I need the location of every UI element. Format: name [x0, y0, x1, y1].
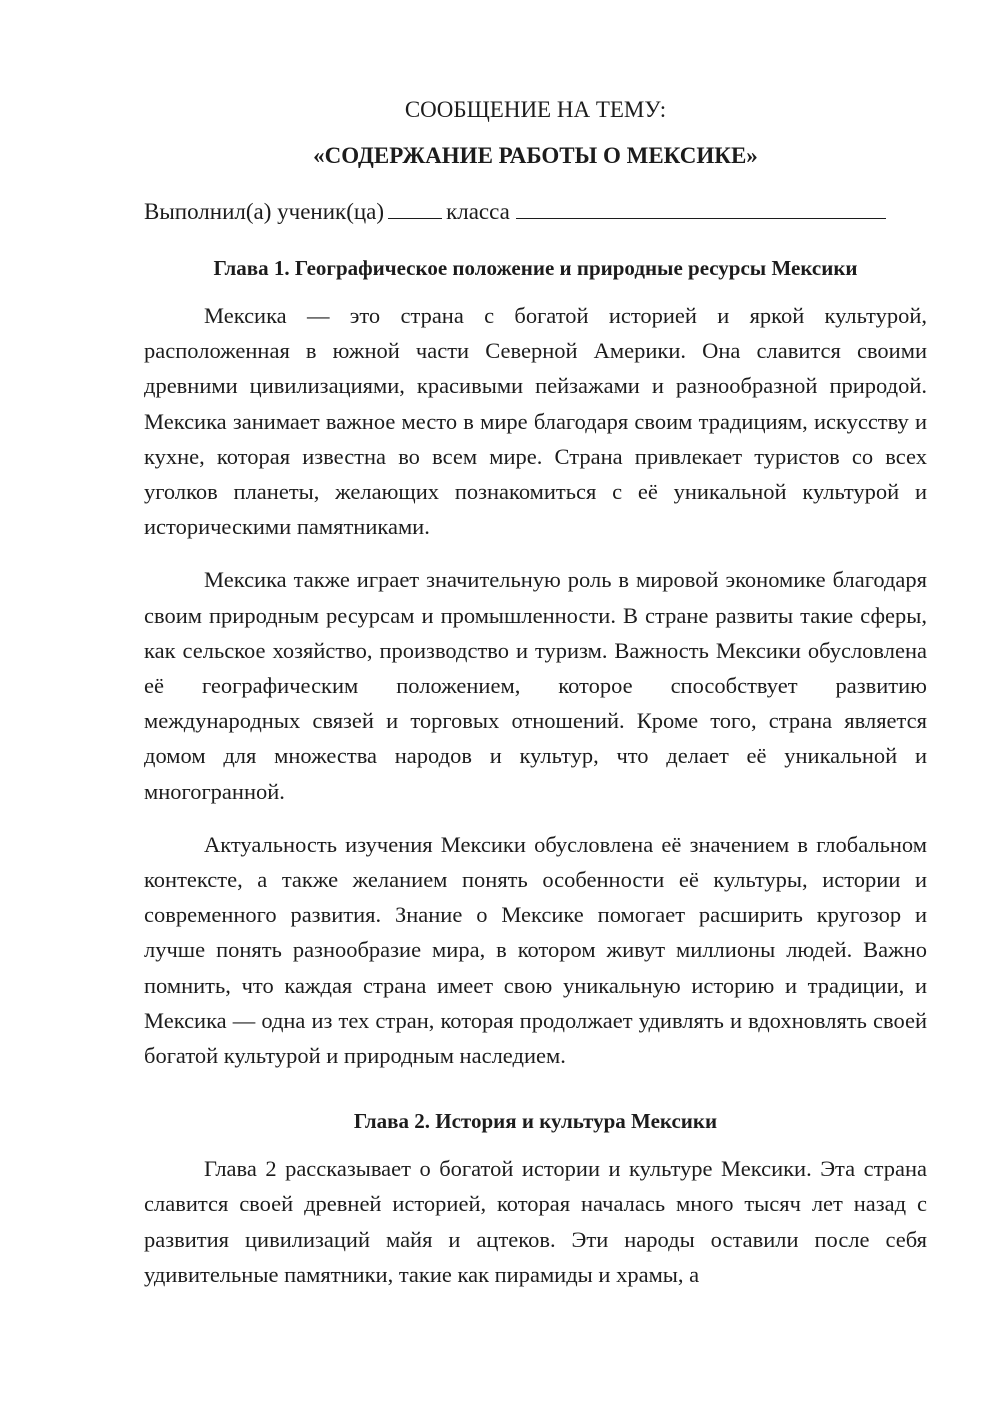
chapter-2-title: Глава 2. История и культура Мексики	[353, 1109, 718, 1134]
chapter-2-paragraph-1: Глава 2 рассказывает о богатой истории и культуре Мексики. Эта страна славится своей древней историей, которая началась много тысяч лет назад с развития цивилизаций майя и ацтеков. Эти народы оставили после себя удивительные памятники, такие как пирамиды и храмы, а	[144, 1156, 927, 1287]
chapter-1-paragraph-3: Актуальность изучения Мексики обусловлена её значением в глобальном контексте, а также желанием понять особенности её культуры, истории и современного развития. Знание о Мексике помогает расширить кругозор и лучше понять разнообразие мира, в котором живут миллионы людей. Важно помнить, что каждая страна имеет свою уникальную историю и традиции, и Мексика — одна из тех стран, которая продолжает удивлять и вдохновлять своей богатой культурой и природным наследием.	[144, 831, 927, 1069]
signature-prefix: Выполнил(а) ученик(ца)	[144, 199, 385, 224]
student-name-blank	[516, 196, 886, 219]
document-title-line-1: СООБЩЕНИЕ НА ТЕМУ:	[404, 97, 667, 122]
chapter-1-paragraph-2: Мексика также играет значительную роль в мировой экономике благодаря своим природным ресурсам и промышленности. В стране развиты такие сферы, как сельское хозяйство, производство и туризм. Важность Мексики обусловлена её географическим положением, которое способствует развитию международных связей и торговых отношений. Кроме того, страна является домом для множества народов и культур, что делает её уникальной и многогранной.	[144, 567, 927, 804]
document-page	[144, 92, 927, 1292]
chapter-1-title: Глава 1. Географическое положение и природные ресурсы Мексики	[213, 256, 858, 280]
class-number-blank	[388, 196, 442, 219]
chapter-1-paragraph-1: Мексика — это страна с богатой историей и яркой культурой, расположенная в южной части Северной Америки. Она славится своими древними цивилизациями, красивыми пейзажами и разнообразной природой. Мексика занимает важное место в мире благодаря своим традициям, искусству и кухне, которая известна во всем мире. Страна привлекает туристов со всех уголков планеты, желающих познакомиться с её уникальной культурой и историческими памятниками.	[144, 303, 927, 540]
author-signature-line	[144, 194, 927, 230]
signature-class-label: класса	[446, 199, 510, 224]
document-title-line-2: «СОДЕРЖАНИЕ РАБОТЫ О МЕКСИКЕ»	[313, 143, 758, 168]
